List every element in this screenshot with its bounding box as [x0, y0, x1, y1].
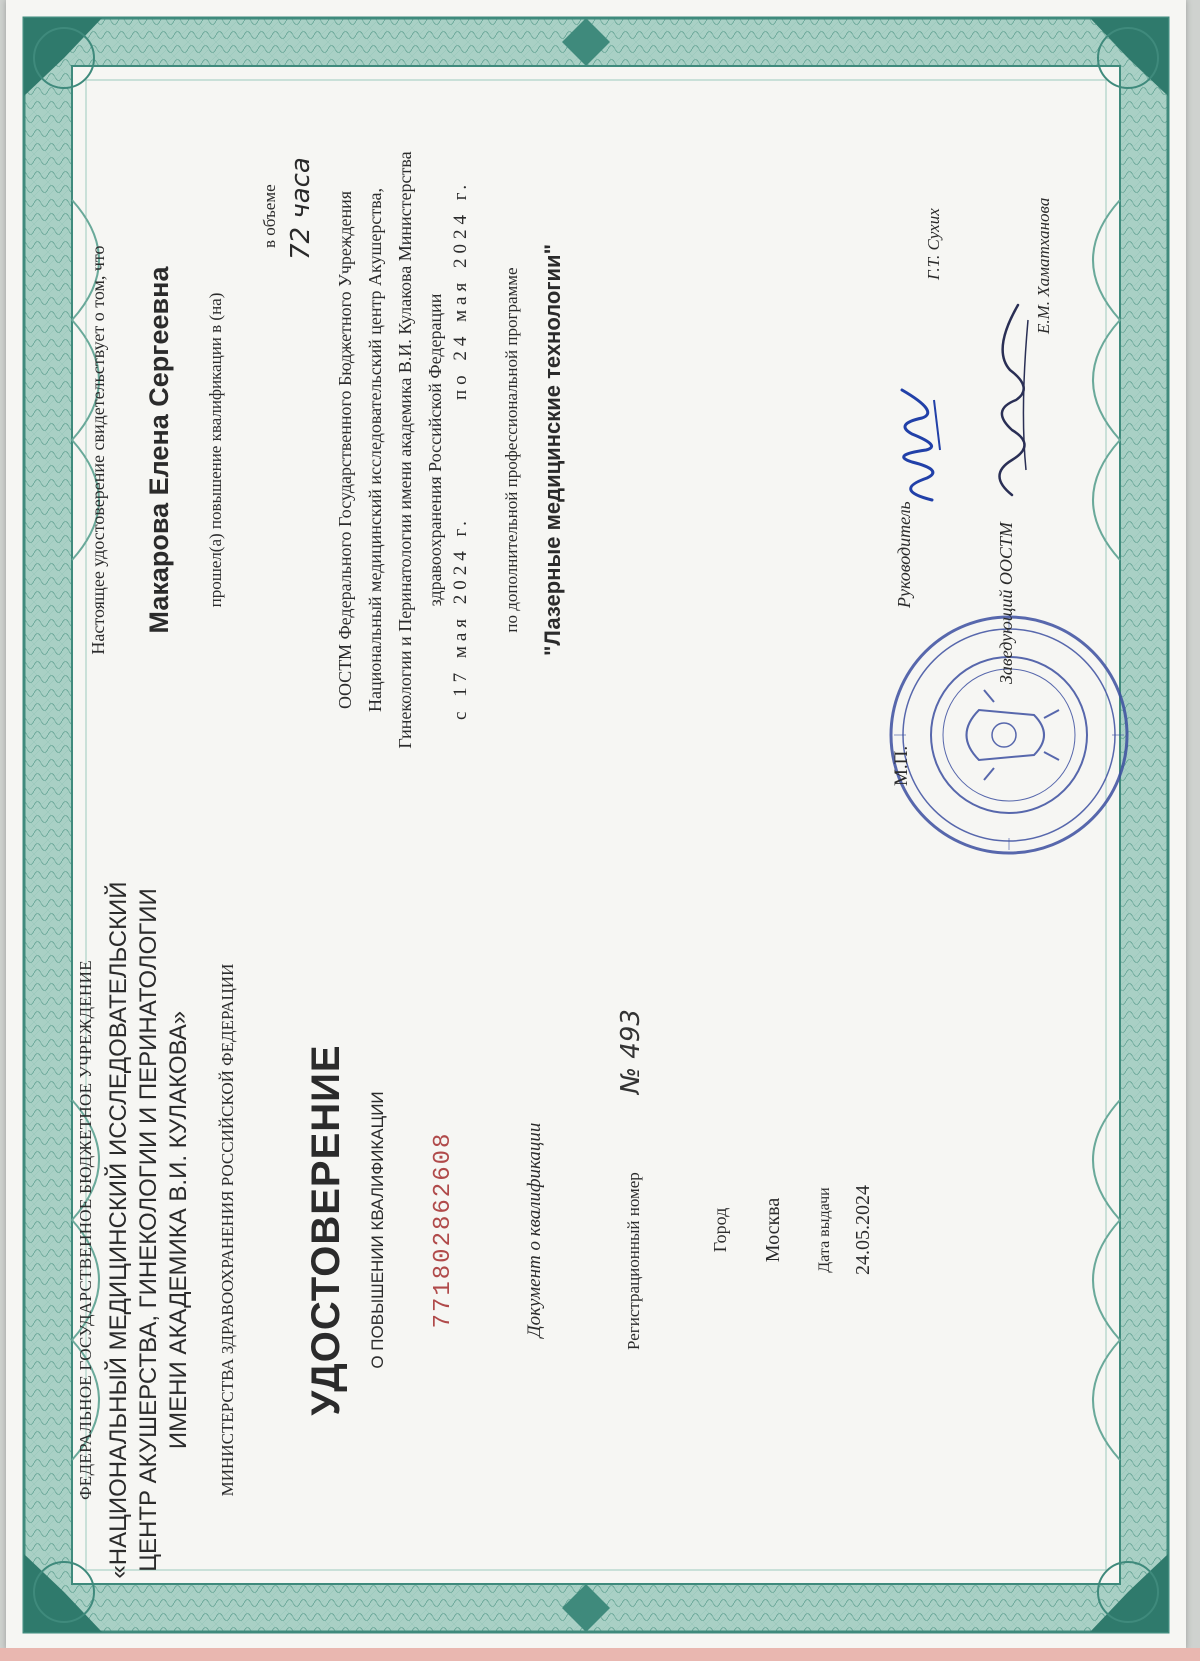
training-org-line: ООСТМ Федерального Государственного Бюджетного Учреждения [335, 190, 355, 710]
certificate-right-half [46, 60, 1126, 840]
org-name-line: «НАЦИОНАЛЬНЫЙ МЕДИЦИНСКИЙ ИССЛЕДОВАТЕЛЬСКИЙ [105, 881, 132, 1579]
period-start: с 17 мая 2024 г. [450, 516, 471, 720]
registration-number: № 493 [616, 1009, 646, 1094]
training-organization [330, 60, 450, 840]
volume-value: 72 часа [286, 157, 316, 260]
certificate-paper [6, 0, 1186, 1650]
ministry-name: МИНИСТЕРСТВА ЗДРАВООХРАНЕНИЯ РОССИЙСКОЙ ФЕДЕРАЦИИ [218, 963, 237, 1497]
department-head-signature-icon [982, 300, 1042, 500]
certificate-left-half [46, 840, 1126, 1620]
training-org-line: Национальный медицинский исследовательский центр Акушерства, [365, 187, 385, 713]
document-subtitle: О ПОВЫШЕНИИ КВАЛИФИКАЦИИ [368, 1091, 387, 1369]
document-title: УДОСТОВЕРЕНИЕ [304, 1044, 348, 1416]
program-label: по дополнительной профессиональной программе [502, 267, 521, 633]
department-head-name: Е.М. Хаматханова [1034, 197, 1053, 334]
head-title: Руководитель [894, 501, 914, 608]
head-name: Г.Т. Сухих [924, 208, 943, 280]
city-label: Город [710, 1207, 730, 1253]
intro-text: Настоящее удостоверение свидетельствует о том, что [88, 245, 108, 655]
program-name: "Лазерные медицинские технологии" [540, 243, 565, 657]
city-value: Москва [762, 1197, 784, 1263]
training-org-line: здравоохранения Российской Федерации [425, 293, 445, 607]
person-name: Макарова Елена Сергеевна [144, 266, 174, 634]
head-signature-icon [882, 380, 952, 510]
org-name [104, 840, 194, 1620]
stamp-mark: М.П. [891, 745, 912, 786]
document-type: Документ о квалификации [524, 1122, 545, 1338]
certificate-content [46, 60, 1126, 1620]
serial-number: 771802862608 [430, 1131, 457, 1329]
training-org-line: Гинекологии и Перинатологии имени академика В.И. Кулакова Министерства [395, 151, 415, 749]
department-head-title: Заведующий ООСТМ [996, 522, 1016, 684]
org-header: ФЕДЕРАЛЬНОЕ ГОСУДАРСТВЕННОЕ БЮДЖЕТНОЕ УЧРЕЖДЕНИЕ [76, 960, 95, 1500]
volume-label: в объеме [260, 184, 279, 248]
org-name-line: ИМЕНИ АКАДЕМИКА В.И. КУЛАКОВА» [165, 1010, 192, 1450]
passed-text: прошел(а) повышение квалификации в (на) [206, 292, 225, 608]
registration-label: Регистрационный номер [624, 1172, 643, 1350]
org-name-line: ЦЕНТР АКУШЕРСТВА, ГИНЕКОЛОГИИ И ПЕРИНАТОЛОГИИ [135, 888, 162, 1572]
background-strip [0, 1648, 1200, 1661]
issue-date-label: Дата выдачи [816, 1187, 833, 1273]
period-end: по 24 мая 2024 г. [450, 179, 471, 400]
issue-date-value: 24.05.2024 [852, 1185, 874, 1275]
